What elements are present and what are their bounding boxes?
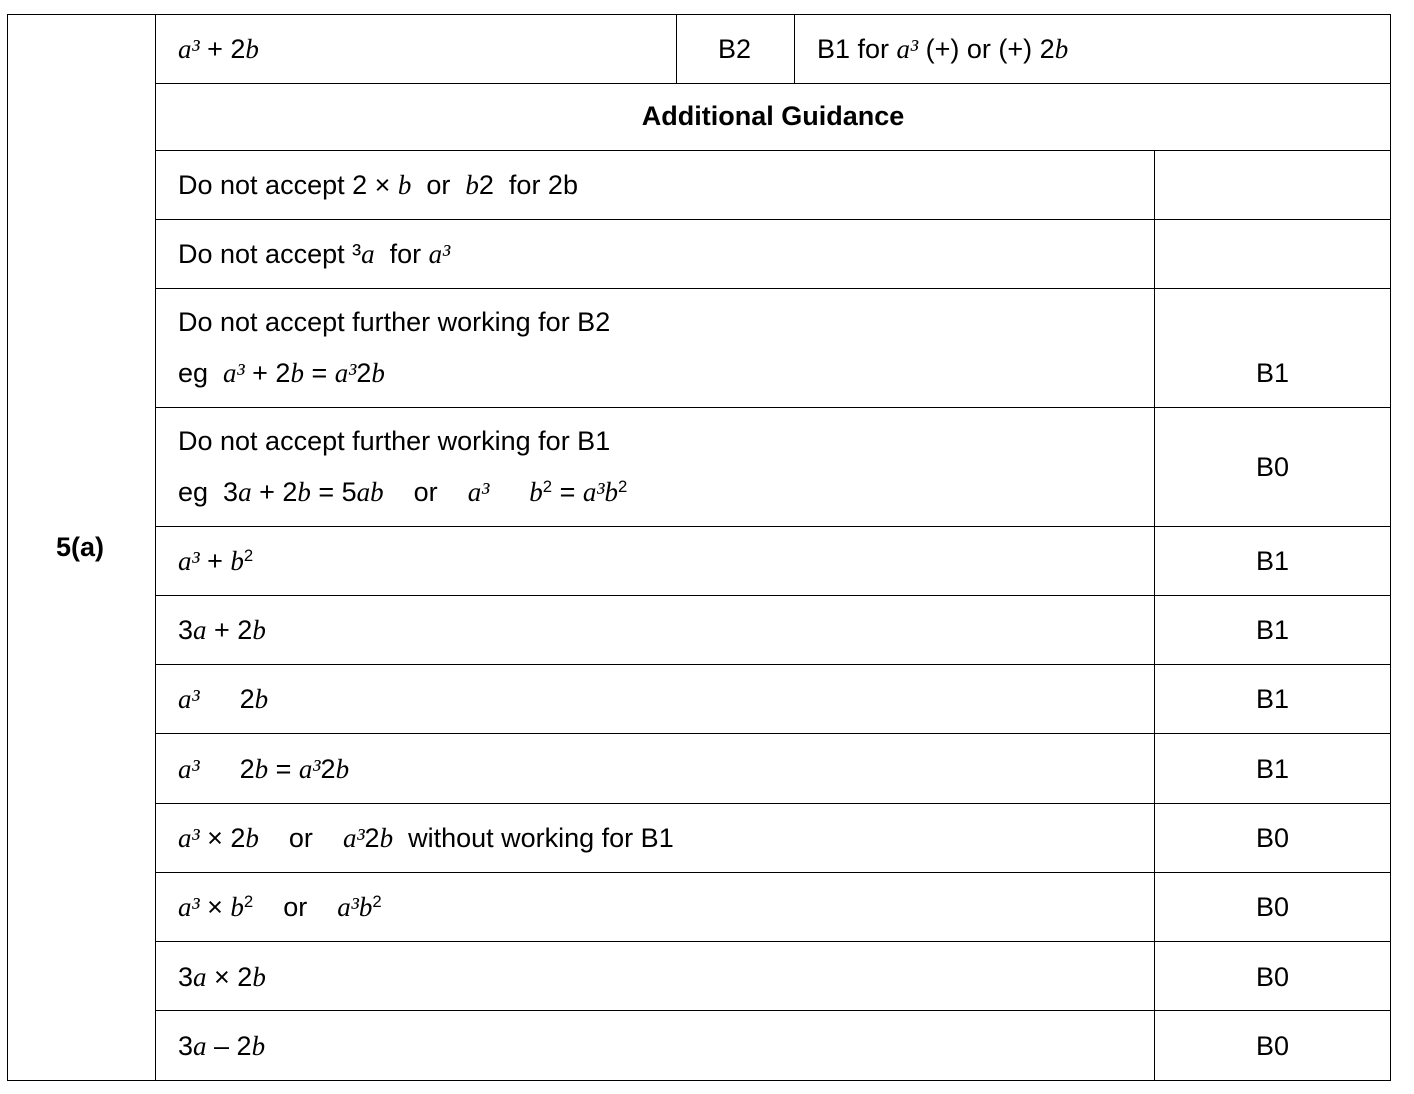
row-divider <box>155 83 1391 84</box>
guidance-row-8: a³ 2b = a³2b <box>178 754 350 784</box>
guidance-row-6-mark: B1 <box>1255 615 1290 645</box>
row-divider <box>155 595 1391 596</box>
guidance-row-2: Do not accept ³a for a³ <box>178 239 451 269</box>
answer-mark: B2 <box>718 34 752 64</box>
guidance-row-4-line1: Do not accept further working for B1 <box>178 426 611 456</box>
guidance-row-4-mark: B0 <box>1255 452 1290 482</box>
answer-cell: a³ + 2b <box>178 34 259 64</box>
border-top <box>7 14 1391 15</box>
guidance-row-5: $a^3 + b^2$ <box>178 545 254 576</box>
guidance-row-8-mark: B1 <box>1255 754 1290 784</box>
guidance-row-7: a³ 2b <box>178 684 269 714</box>
border-left <box>7 14 8 1081</box>
guidance-row-3-example: eg a³ + 2b = a³2b <box>178 358 385 388</box>
row-divider <box>155 733 1391 734</box>
border-bottom <box>7 1080 1391 1081</box>
guidance-row-9: a³ × 2b or a³2b without working for B1 <box>178 823 674 853</box>
row-divider <box>155 664 1391 665</box>
row-divider <box>155 407 1391 408</box>
guidance-row-6: 3a + 2b <box>178 615 266 645</box>
guidance-row-5-mark: B1 <box>1255 546 1290 576</box>
row-divider <box>155 1010 1391 1011</box>
guidance-row-12: 3a – 2b <box>178 1031 266 1061</box>
question-number: 5(a) <box>56 532 105 562</box>
row-divider <box>155 288 1391 289</box>
row-divider <box>155 803 1391 804</box>
guidance-row-4-example: eg 3a + 2b = 5ab or a³ $b^2 = a^3b^2$ <box>178 476 628 507</box>
guidance-row-1: Do not accept 2 × b or b2 for 2b <box>178 170 578 200</box>
border-mark-col <box>676 14 677 83</box>
border-notes-col <box>794 14 795 83</box>
guidance-row-11: 3a × 2b <box>178 962 266 992</box>
row-divider <box>155 941 1391 942</box>
guidance-row-9-mark: B0 <box>1255 823 1290 853</box>
guidance-header: Additional Guidance <box>641 101 905 131</box>
answer-notes: B1 for a³ (+) or (+) 2b <box>817 34 1069 64</box>
guidance-row-11-mark: B0 <box>1255 962 1290 992</box>
guidance-row-12-mark: B0 <box>1255 1031 1290 1061</box>
guidance-row-10-mark: B0 <box>1255 892 1290 922</box>
row-divider <box>155 219 1391 220</box>
guidance-row-3-line1: Do not accept further working for B2 <box>178 307 611 337</box>
guidance-row-3-mark: B1 <box>1255 358 1290 388</box>
row-divider <box>155 526 1391 527</box>
row-divider <box>155 150 1391 151</box>
border-question-col <box>155 14 156 1081</box>
row-divider <box>155 872 1391 873</box>
guidance-row-7-mark: B1 <box>1255 684 1290 714</box>
guidance-row-10: $a^3 \times b^2$ or $a^3b^2$ <box>178 891 382 922</box>
